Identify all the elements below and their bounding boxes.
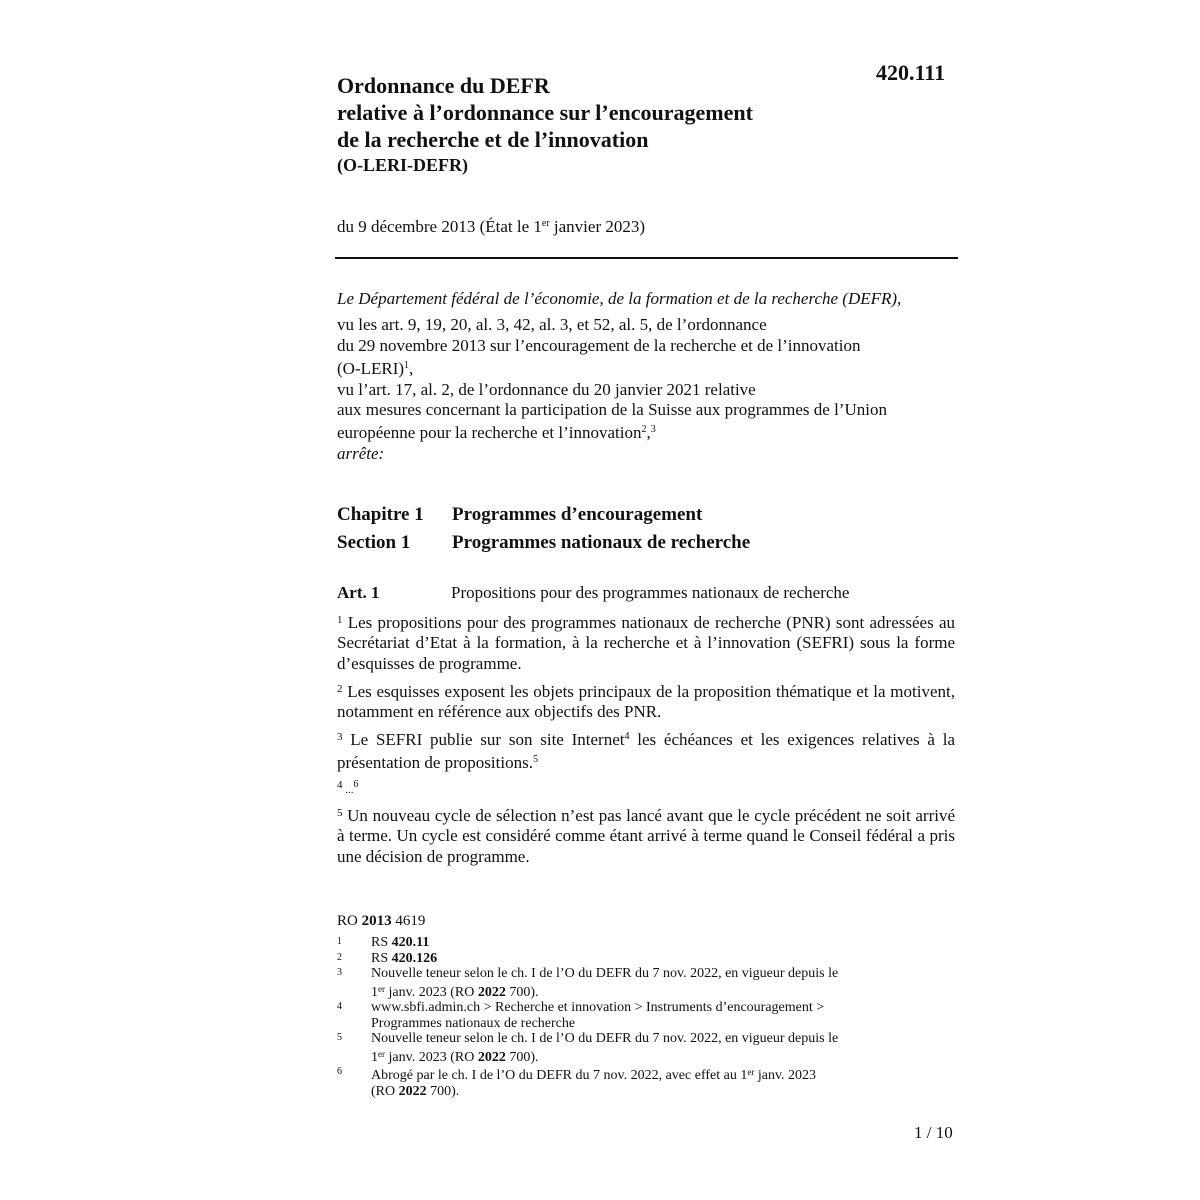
footnote-number: 1 xyxy=(337,936,342,947)
footnote-ref-5[interactable]: 5 xyxy=(532,754,538,766)
article-title: Propositions pour des programmes nationaux de recherche xyxy=(451,583,850,602)
article-paragraph-2 xyxy=(337,679,955,723)
footnote-number: 6 xyxy=(337,1066,342,1077)
paragraph-text-4: ... xyxy=(342,784,354,796)
section-title: Programmes nationaux de recherche xyxy=(452,532,751,553)
date-superscript: er xyxy=(541,218,550,229)
footnote-3-line-1: Nouvelle teneur selon le ch. I de l’O du DEFR du 7 nov. 2022, en vigueur depuis le xyxy=(371,966,839,981)
footnotes xyxy=(337,935,937,1099)
header-rule xyxy=(335,257,958,259)
paragraph-number-3: 3 xyxy=(337,731,343,743)
paragraph-text-3a: Le SEFRI publie sur son site Internet xyxy=(342,730,625,749)
footnote-4-line-2: Programmes nationaux de recherche xyxy=(371,1015,576,1031)
footnote-number: 4 xyxy=(337,1001,342,1012)
paragraph-text-3b: les échéances et les exigences relatives à la présentation de propositions. xyxy=(337,730,956,773)
article-paragraph-1 xyxy=(337,610,955,674)
date-part-2: janvier 2023) xyxy=(549,217,646,236)
preamble-line-6-text: européenne pour la recherche et l’innovation xyxy=(337,423,642,443)
short-title: (O-LERI-DEFR) xyxy=(337,155,468,175)
date-line xyxy=(337,217,645,237)
title-line-1: Ordonnance du DEFR xyxy=(337,73,550,98)
chapter-title: Programmes d’encouragement xyxy=(452,504,703,525)
footnote-ref-6[interactable]: 6 xyxy=(353,779,359,790)
preamble-line-6 xyxy=(337,420,957,443)
document-title xyxy=(337,72,857,153)
preamble-line-1: vu les art. 9, 19, 20, al. 3, 42, al. 3, et 52, al. 5, de l’ordonnance xyxy=(337,315,767,335)
preamble-line-6-comma: , xyxy=(646,423,651,443)
preamble-line-4: vu l’art. 17, al. 2, de l’ordonnance du 20 janvier 2021 relative xyxy=(337,379,756,399)
footnote-4 xyxy=(337,1000,937,1031)
preamble-decree: arrête: xyxy=(337,443,385,463)
paragraph-number-4: 4 xyxy=(337,779,343,791)
preamble-line-3-text: (O-LERI) xyxy=(337,359,405,379)
preamble-line-2: du 29 novembre 2013 sur l’encouragement de la recherche et de l’innovation xyxy=(337,335,861,355)
article-label: Art. 1 xyxy=(337,583,380,602)
footnote-1-prefix: RS xyxy=(371,935,392,950)
page-number: 1 / 10 xyxy=(914,1123,953,1142)
footnote-1 xyxy=(337,935,937,951)
paragraph-text-2: Les esquisses exposent les objets principaux de la proposition thématique et la motivent, notamment en référence aux objectifs des PNR. xyxy=(337,682,955,722)
footnote-number: 3 xyxy=(337,967,342,978)
footnote-6-line-1: Abrogé par le ch. I de l’O du DEFR du 7 nov. 2022, avec effet au 1er janv. 2023 xyxy=(371,1067,817,1083)
footnote-2-prefix: RS xyxy=(371,950,392,966)
paragraph-number-5: 5 xyxy=(337,807,343,819)
chapter-label: Chapitre 1 xyxy=(337,504,424,525)
document-number: 420.111 xyxy=(876,60,946,85)
ro-year: 2013 xyxy=(361,913,392,929)
footnote-ref-3[interactable]: 3 xyxy=(650,424,656,436)
footnote-ref-2[interactable]: 2 xyxy=(641,424,647,436)
preamble-line-5: aux mesures concernant la participation de la Suisse aux programmes de l’Union xyxy=(337,400,887,420)
footnote-5 xyxy=(337,1031,937,1065)
official-compilation-ref xyxy=(337,913,425,930)
paragraph-number-2: 2 xyxy=(337,683,343,695)
title-line-3: de la recherche et de l’innovation xyxy=(337,127,649,152)
footnote-4-link[interactable]: www.sbfi.admin.ch > Recherche et innovation > Instruments d’encouragement > xyxy=(371,1000,825,1015)
title-line-2: relative à l’ordonnance sur l’encouragement xyxy=(337,100,753,125)
footnote-6 xyxy=(337,1065,937,1099)
preamble-authority: Le Département fédéral de l’économie, de la formation et de la recherche (DEFR), xyxy=(337,289,902,308)
paragraph-text-5: Un nouveau cycle de sélection n’est pas lancé avant que le cycle précédent ne soit arrivé à terme. Un cycle est considéré comme étant arrivé à terme quand le Conseil fédéral a pris une décision de programme. xyxy=(337,806,955,866)
footnote-ref-1[interactable]: 1 xyxy=(404,360,410,372)
date-part-1: du 9 décembre 2013 (État le 1 xyxy=(337,217,542,236)
preamble-line-3-end: , xyxy=(409,359,414,379)
footnote-2 xyxy=(337,951,937,967)
footnote-5-line-2: 1er janv. 2023 (RO 2022 700). xyxy=(371,1048,539,1065)
footnote-ref-4[interactable]: 4 xyxy=(624,731,630,742)
footnote-6-line-2: (RO 2022 700). xyxy=(371,1083,460,1099)
paragraph-text-1: Les propositions pour des programmes nationaux de recherche (PNR) sont adressées au Secrétariat d’Etat à la formation, à la recherche et à l’innovation (SEFRI) sous la forme d’esquisses de programme. xyxy=(337,613,955,673)
article-paragraph-4 xyxy=(337,775,955,800)
footnote-5-line-1: Nouvelle teneur selon le ch. I de l’O du DEFR du 7 nov. 2022, en vigueur depuis le xyxy=(371,1031,839,1046)
paragraph-number-1: 1 xyxy=(337,614,343,626)
section-label: Section 1 xyxy=(337,532,411,553)
footnote-3 xyxy=(337,966,937,1000)
preamble xyxy=(337,289,957,464)
preamble-line-3 xyxy=(337,356,957,379)
footnote-number: 5 xyxy=(337,1032,342,1043)
article-paragraph-5 xyxy=(337,803,955,867)
footnote-2-ref: 420.126 xyxy=(391,950,438,966)
ro-prefix: RO xyxy=(337,913,362,929)
footnote-number: 2 xyxy=(337,951,342,963)
footnote-1-ref: 420.11 xyxy=(391,935,430,950)
article-paragraph-3 xyxy=(337,727,955,774)
ro-page: 4619 xyxy=(391,913,426,929)
footnote-3-line-2: 1er janv. 2023 (RO 2022 700). xyxy=(371,983,539,1000)
